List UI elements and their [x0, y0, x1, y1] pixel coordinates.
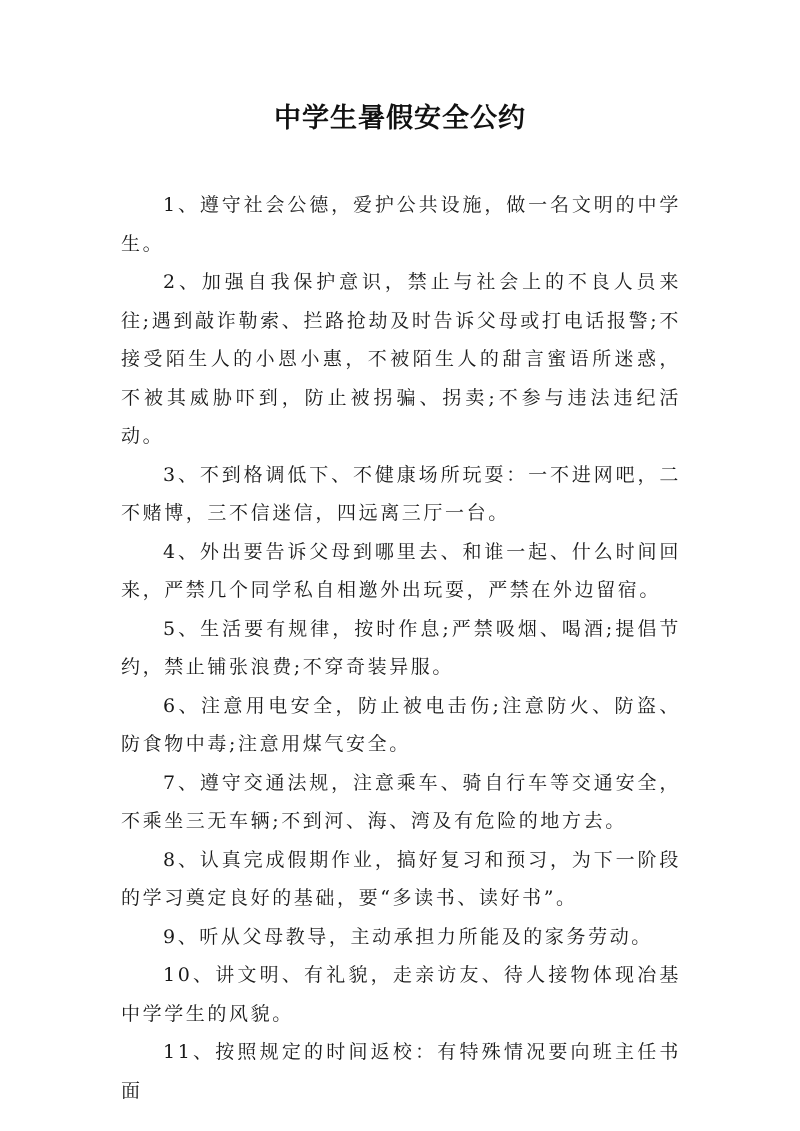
- paragraph-4: 4、外出要告诉父母到哪里去、和谁一起、什么时间回来，严禁几个同学私自相邀外出玩耍，严禁在外边留宿。: [121, 540, 681, 601]
- paragraph-7: 7、遵守交通法规，注意乘车、骑自行车等交通安全，不乘坐三无车辆;不到河、海、湾及有危险的地方去。: [121, 771, 681, 832]
- paragraph-3: 3、不到格调低下、不健康场所玩耍：一不进网吧，二不赌博，三不信迷信，四远离三厅一台。: [121, 463, 681, 524]
- paragraph-9: 9、听从父母教导，主动承担力所能及的家务劳动。: [163, 925, 653, 948]
- paragraph-10: 10、讲文明、有礼貌，走亲访友、待人接物体现冶基中学学生的风貌。: [121, 964, 681, 1025]
- paragraph-5: 5、生活要有规律，按时作息;严禁吸烟、喝酒;提倡节约，禁止铺张浪费;不穿奇装异服。: [121, 617, 681, 678]
- document-body: [121, 186, 681, 1110]
- paragraph-11: 11、按照规定的时间返校：有特殊情况要向班主任书面: [121, 1041, 681, 1102]
- paragraph-6: 6、注意用电安全，防止被电击伤;注意防火、防盗、防食物中毒;注意用煤气安全。: [121, 694, 681, 755]
- paragraph-1: 1、遵守社会公德，爱护公共设施，做一名文明的中学生。: [121, 194, 681, 255]
- paragraph-8: 8、认真完成假期作业，搞好复习和预习，为下一阶段的学习奠定良好的基础，要“多读书、读好书”。: [121, 848, 681, 909]
- paragraph-2: 2、加强自我保护意识，禁止与社会上的不良人员来往;遇到敲诈勒索、拦路抢劫及时告诉父母或打电话报警;不接受陌生人的小恩小惠，不被陌生人的甜言蜜语所迷惑，不被其威胁吓到，防止被拐骗、拐卖;不参与违法违纪活动。: [121, 271, 681, 447]
- document-title: 中学生暑假安全公约: [274, 103, 526, 134]
